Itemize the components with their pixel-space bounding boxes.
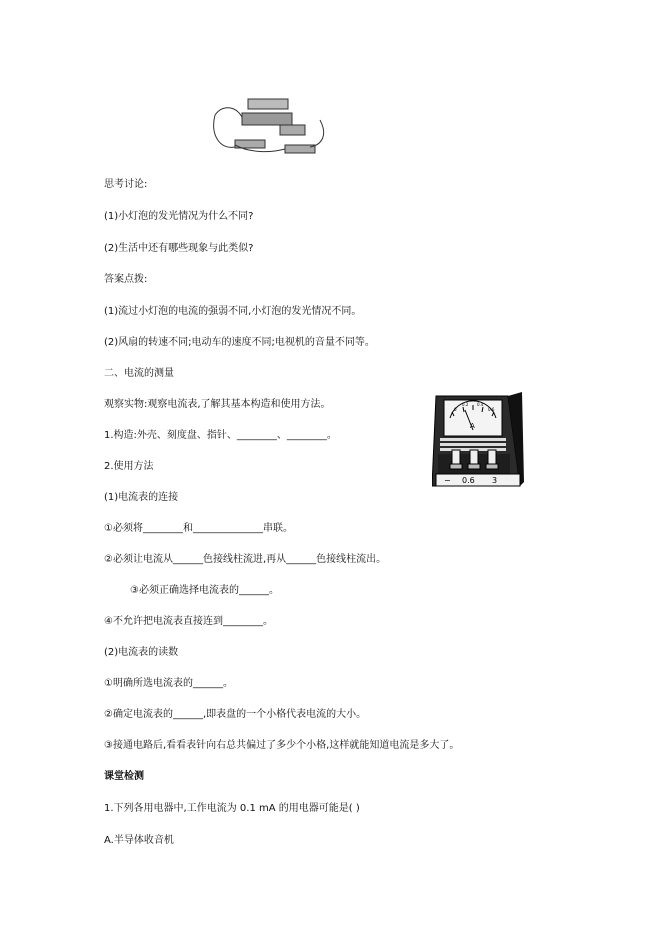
terminal-label: − [444, 476, 451, 485]
text-line: ②确定电流表的______,即表盘的一个小格代表电流的大小。 [104, 709, 367, 720]
text-line: (1)小灯泡的发光情况为什么不同? [104, 211, 254, 222]
text-line: 1.构造:外壳、刻度盘、指针、________、________。 [104, 430, 337, 441]
text-line: 2.使用方法 [104, 461, 154, 472]
text-line: ④不允许把电流表直接连到________。 [104, 616, 273, 627]
circuit-illustration [210, 95, 330, 160]
text-line: 观察实物:观察电流表,了解其基本构造和使用方法。 [104, 399, 331, 410]
text-line: (2)生活中还有哪些现象与此类似? [104, 243, 254, 254]
text-line: ②必须让电流从______色接线柱流进,再从______色接线柱流出。 [104, 554, 387, 565]
scale-label: 0.4 [477, 402, 484, 407]
text-line: (1)电流表的连接 [104, 492, 179, 503]
terminal-label: 3 [492, 476, 498, 485]
question-text: 1.下列各用电器中,工作电流为 0.1 mA 的用电器可能是( ) [104, 803, 360, 814]
scale-label: 0.6 [488, 407, 495, 412]
text-line: 思考讨论: [104, 179, 148, 190]
ammeter-illustration [432, 388, 524, 492]
text-line: (1)流过小灯泡的电流的强弱不同,小灯泡的发光情况不同。 [104, 306, 362, 317]
text-line: ①明确所选电流表的______。 [104, 678, 233, 689]
text-line: ③必须正确选择电流表的______。 [130, 585, 279, 596]
scale-label: 0.2 [462, 402, 469, 407]
text-line: (2)风扇的转速不同;电动车的速度不同;电视机的音量不同等。 [104, 337, 375, 348]
text-line: ①必须将________和______________串联。 [104, 523, 293, 534]
text-line: (2)电流表的读数 [104, 647, 179, 658]
text-line: 答案点拨: [104, 274, 148, 285]
ammeter-unit: A [470, 422, 475, 430]
section-heading: 课堂检测 [104, 771, 144, 782]
option-text: A.半导体收音机 [104, 835, 174, 846]
section-heading: 二、电流的测量 [104, 368, 174, 379]
scale-label: 0 [454, 407, 457, 412]
terminal-label: 0.6 [462, 476, 475, 485]
text-line: ③接通电路后,看看表针向右总共偏过了多少个小格,这样就能知道电流是多大了。 [104, 740, 460, 751]
